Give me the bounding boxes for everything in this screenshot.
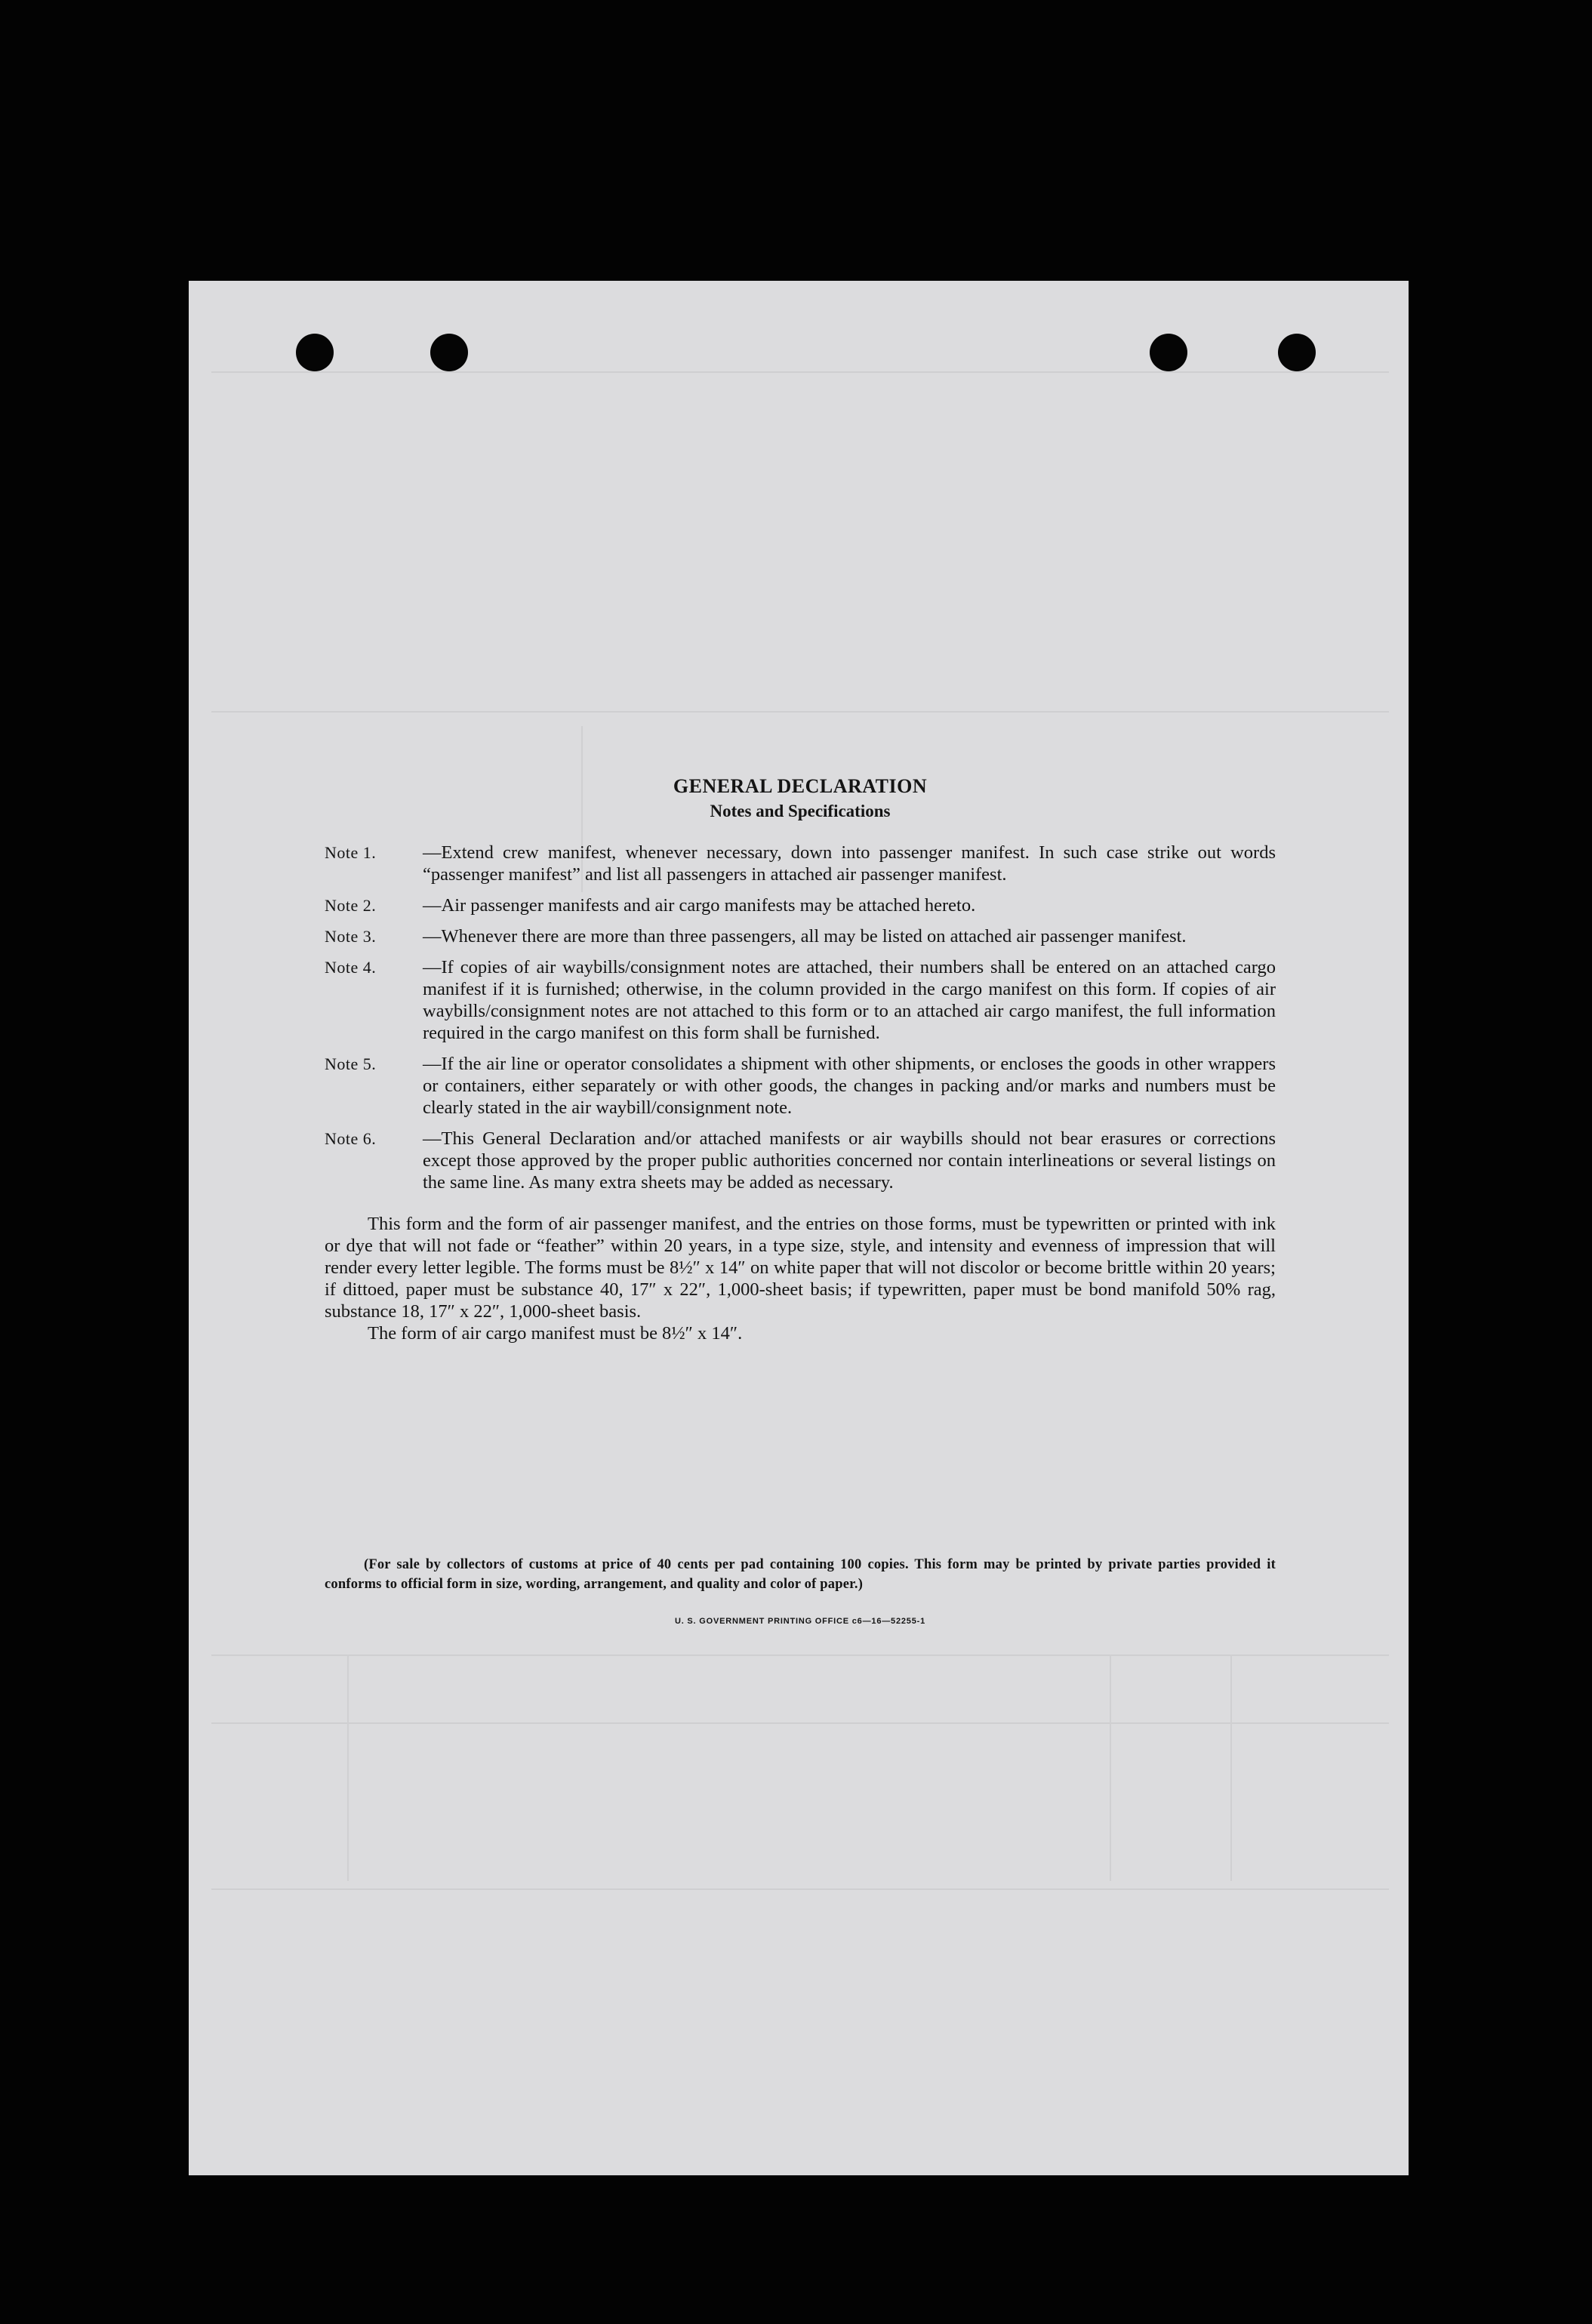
document-title: GENERAL DECLARATION: [673, 775, 928, 797]
closing-paragraph-text: This form and the form of air passenger manifest, and the entries on those forms, must be typewritten or printed with ink or dye that will not fade or “feather” within 20 years, in a type size, style, and intensity and evenness of impression that will render every letter legible. The forms must be 8½″ x 14″ on white paper that will not discolor or become brittle within 20 years; if dittoed, paper must be substance 40, 17″ x 22″, 1,000-sheet basis; if typewritten, paper must be bond manifold 50% rag, substance 18, 17″ x 22″, 1,000-sheet basis.: [325, 1214, 1276, 1322]
note-label: Note 2.: [325, 896, 377, 915]
note-2: [325, 894, 1276, 916]
bleed-through-rule: [211, 1655, 1389, 1656]
note-4: [325, 956, 1276, 1044]
note-text: —Whenever there are more than three passengers, all may be listed on attached air passenger manifest.: [423, 926, 1187, 947]
closing-paragraph: [325, 1213, 1276, 1344]
document-subtitle: Notes and Specifications: [710, 802, 891, 820]
punch-hole: [1150, 334, 1187, 371]
note-label: Note 3.: [325, 927, 377, 946]
note-5: [325, 1053, 1276, 1119]
punch-hole: [430, 334, 468, 371]
document-body: [325, 774, 1276, 1344]
bleed-through-rule: [211, 1888, 1389, 1890]
note-text: —Extend crew manifest, whenever necessary, down into passenger manifest. In such case strike out words “passenger manifest” and list all passengers in attached air passenger manifest.: [423, 842, 1276, 885]
bleed-through-rule: [1110, 1655, 1111, 1881]
punch-hole: [296, 334, 334, 371]
note-text: —If copies of air waybills/consignment notes are attached, their numbers shall be entered on an attached cargo manifest if it is furnished; otherwise, in the column provided in the cargo manifest on this form. If copies of air waybills/consignment notes are not attached to this form or to an attached air cargo manifest, the full information required in the cargo manifest on this form shall be furnished.: [423, 957, 1276, 1043]
note-text: —Air passenger manifests and air cargo manifests may be attached hereto.: [423, 895, 976, 916]
note-label: Note 5.: [325, 1054, 377, 1073]
note-6: [325, 1128, 1276, 1193]
bleed-through-rule: [1230, 1655, 1232, 1881]
note-label: Note 6.: [325, 1129, 377, 1148]
note-label: Note 1.: [325, 843, 377, 862]
sale-notice: (For sale by collectors of customs at price of 40 cents per pad containing 100 copies. This form may be printed by private parties provided it conforms to official form in size, wording, arrangement, and quality and color of paper.): [325, 1557, 1276, 1592]
bleed-through-rule: [211, 711, 1389, 713]
note-label: Note 4.: [325, 958, 377, 977]
closing-last-line: The form of air cargo manifest must be 8½″ x 14″.: [368, 1323, 743, 1344]
note-1: [325, 842, 1276, 885]
bleed-through-rule: [211, 371, 1389, 373]
note-3: [325, 925, 1276, 947]
note-text: —This General Declaration and/or attached manifests or air waybills should not bear erasures or corrections except those approved by the proper public authorities concerned nor contain interlineations or several listings on the same line. As many extra sheets may be added as necessary.: [423, 1128, 1276, 1193]
note-text: —If the air line or operator consolidates a shipment with other shipments, or encloses the goods in other wrappers or containers, either separately or with other goods, the changes in packing and/or marks and numbers must be clearly stated in the air waybill/consignment note.: [423, 1054, 1276, 1118]
printer-imprint: U. S. GOVERNMENT PRINTING OFFICE c6—16—52255-1: [674, 1617, 926, 1626]
bleed-through-rule: [347, 1655, 349, 1881]
punch-hole: [1278, 334, 1316, 371]
bleed-through-rule: [211, 1722, 1389, 1724]
